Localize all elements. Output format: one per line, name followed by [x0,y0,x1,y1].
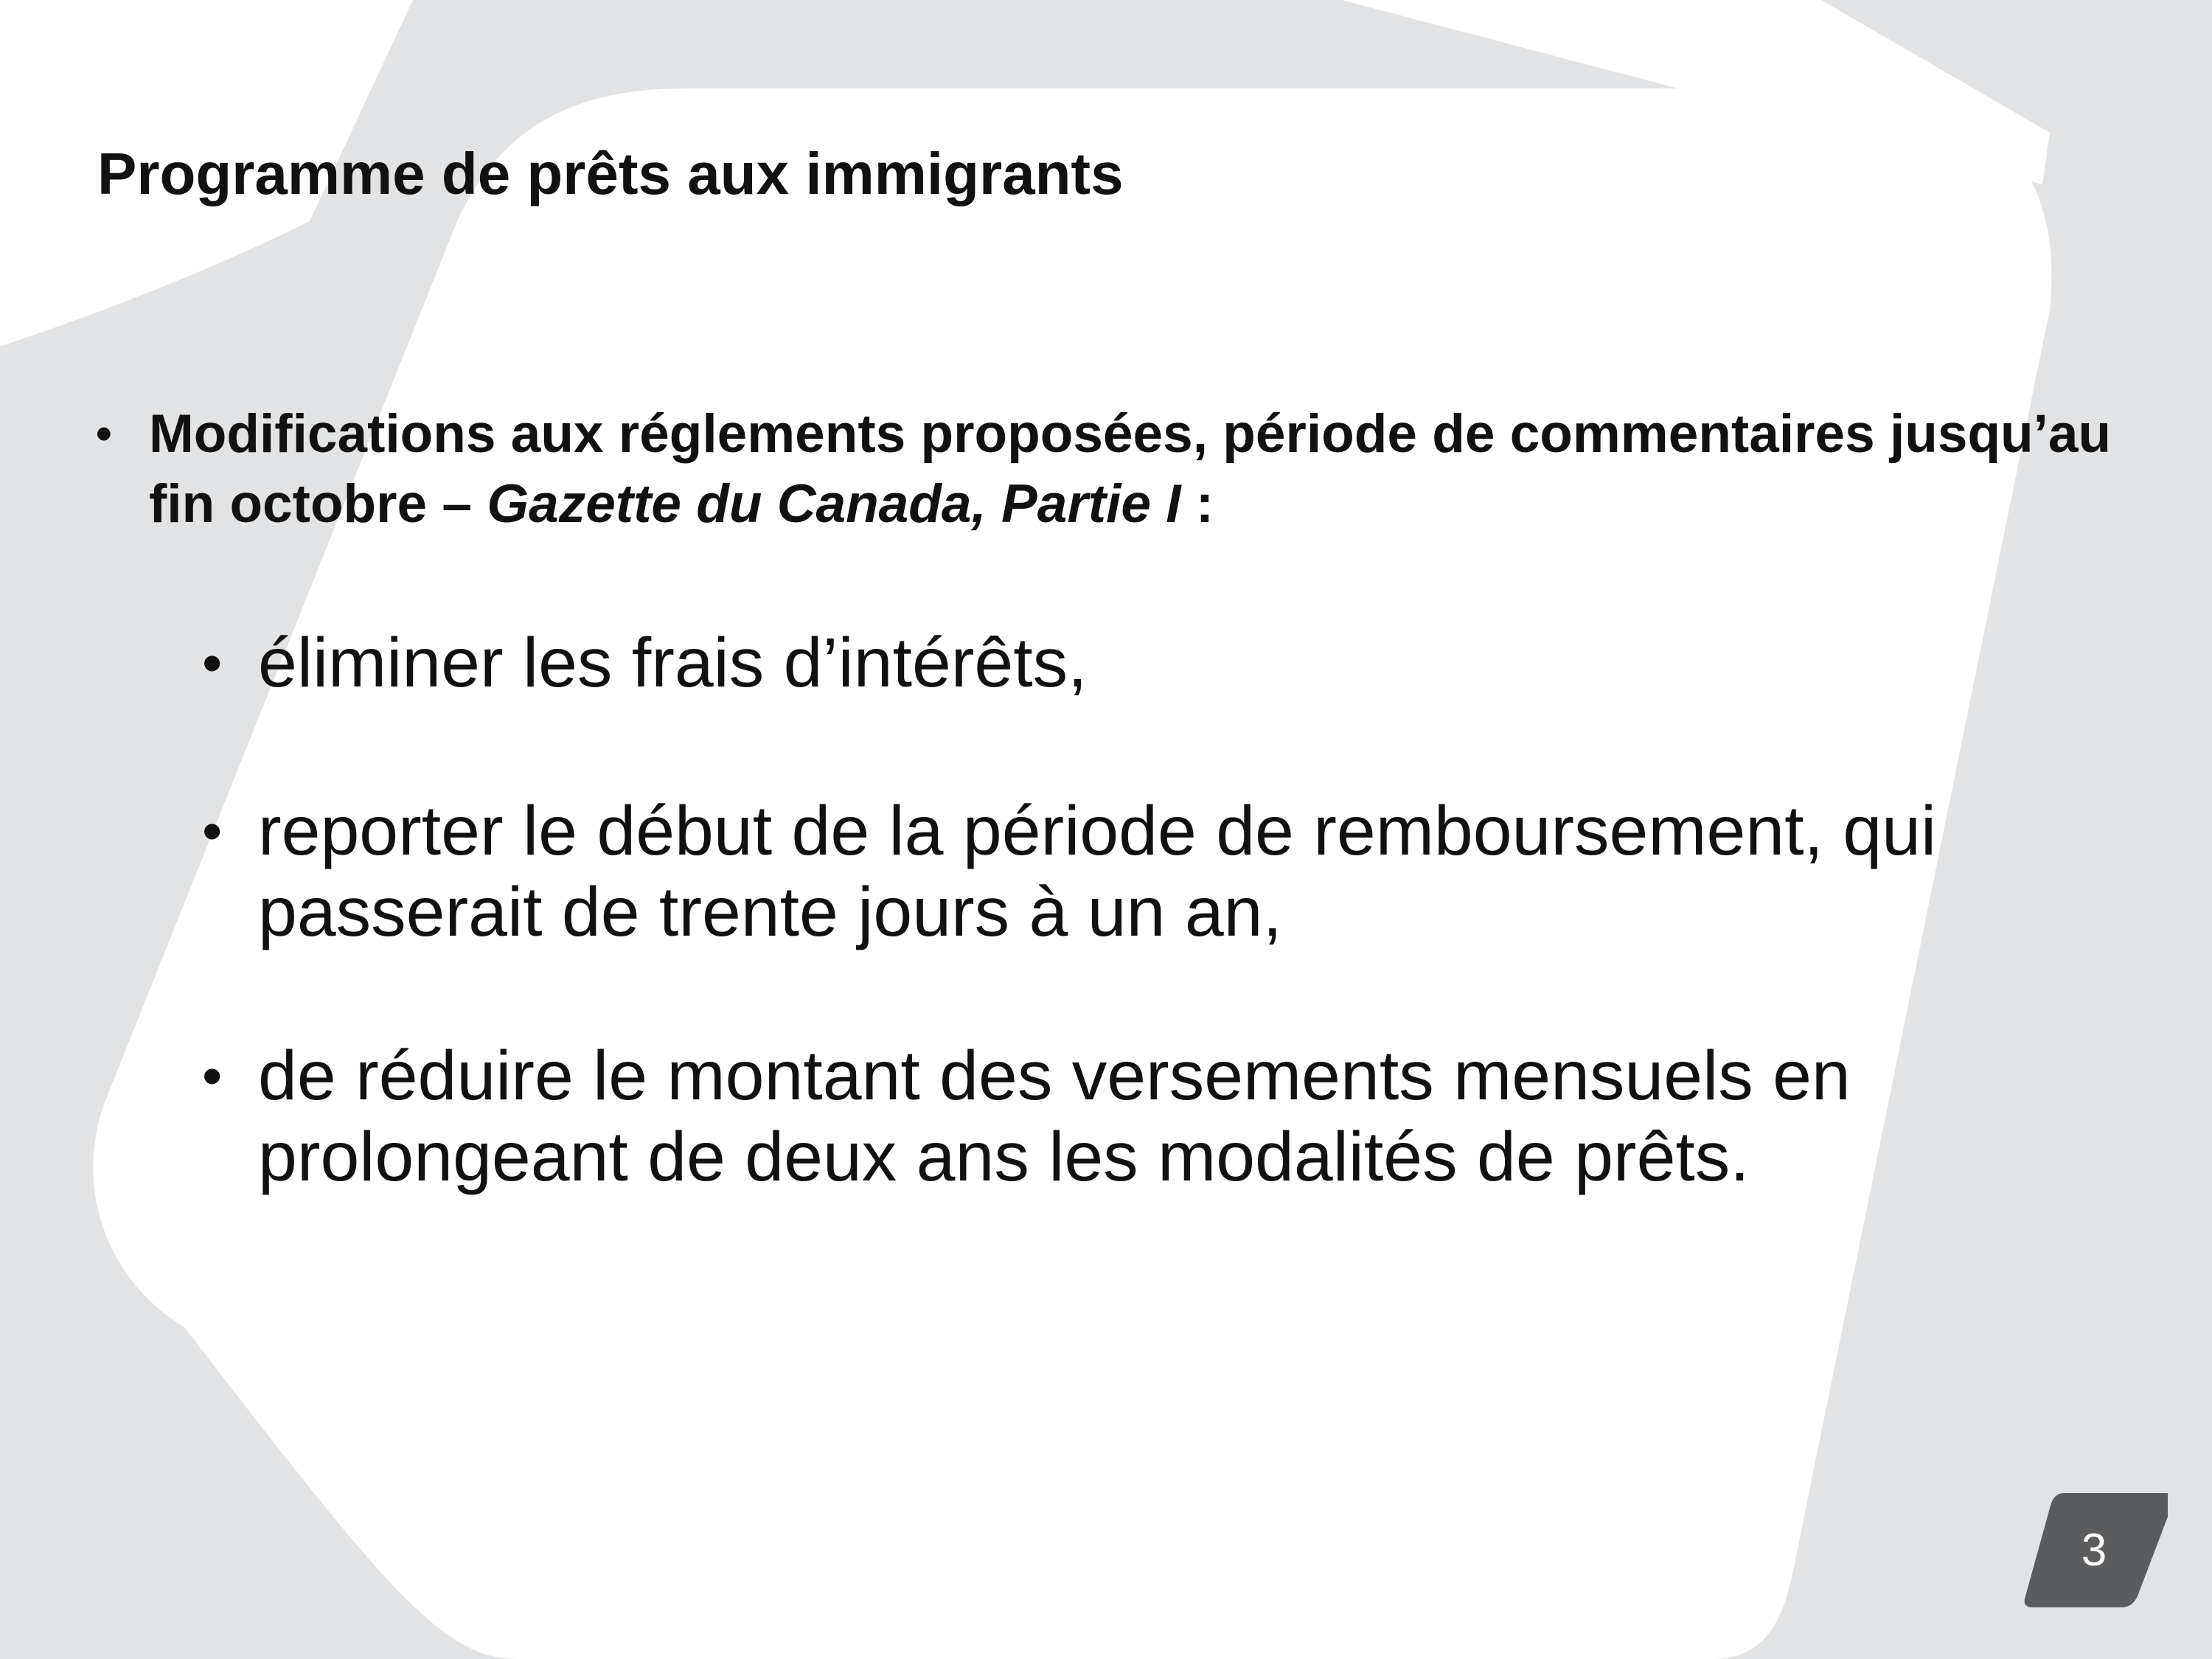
bullet-dot-icon: • [202,630,223,695]
slide-title: Programme de prêts aux immigrants [97,141,1124,206]
main-bullet [96,399,2131,539]
page-number-badge [2020,1486,2168,1615]
bullet-dot-icon: • [202,1043,223,1108]
bullet-dot-icon: • [202,799,223,863]
sub-bullet-text: de réduire le montant des versements mensuels en prolongeant de deux ans les modalités de prêts. [258,1037,1851,1196]
bullet-dot-icon: • [96,408,112,459]
main-bullet-italic: Gazette du Canada, Partie I [487,474,1181,534]
page-number: 3 [2081,1525,2107,1576]
sub-bullet-1 [202,622,2104,703]
main-bullet-text [149,399,2131,539]
main-bullet-suffix: : [1180,474,1214,534]
sub-bullet-text: éliminer les frais d’intérêts, [258,624,1088,702]
sub-bullet-text: reporter le début de la période de remboursement, qui passerait de trente jours à un an, [258,792,1937,951]
sub-bullet-3 [202,1035,2104,1197]
sub-bullet-2 [202,790,2104,953]
main-bullet-plain: Modifications aux réglements proposées, période de commentaires jusqu’au fin octobre – [149,404,2112,534]
